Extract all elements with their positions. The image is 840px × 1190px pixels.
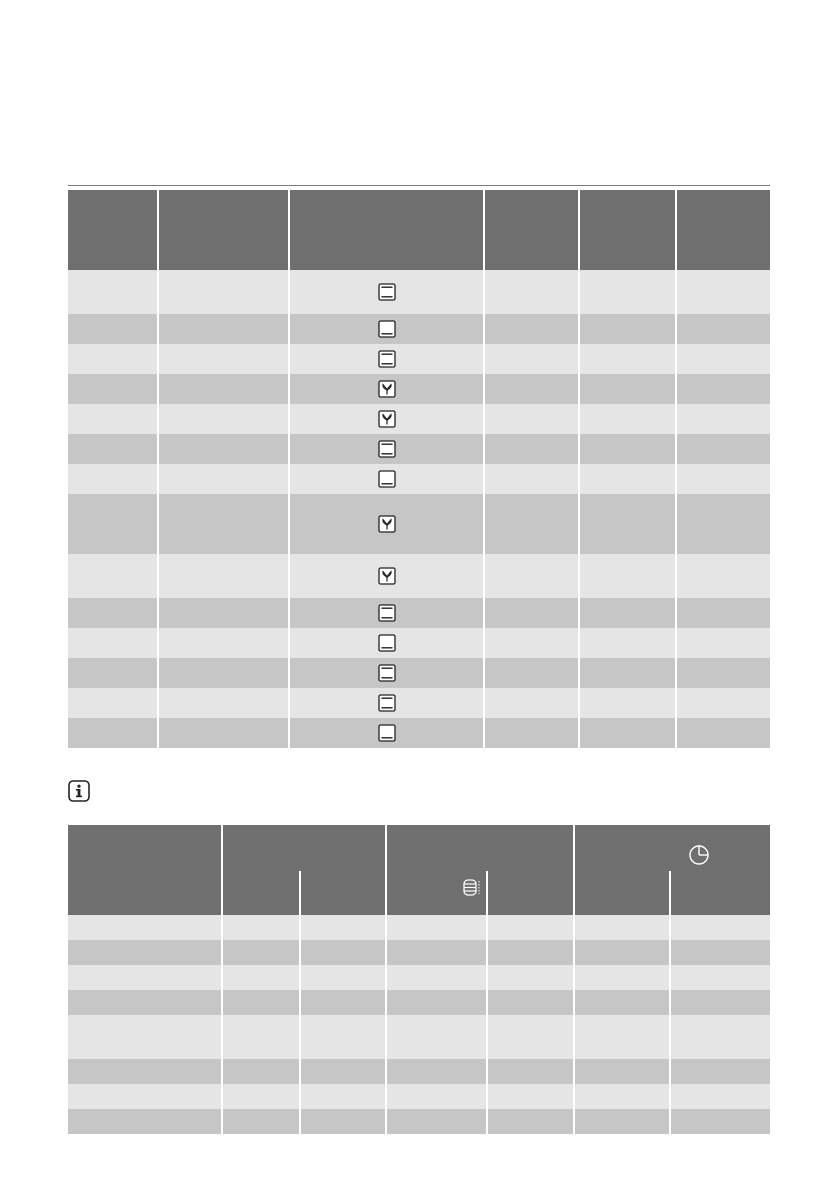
table-cell <box>386 990 487 1015</box>
table-cell <box>158 494 289 554</box>
table-cell <box>579 314 676 344</box>
table-cell <box>484 270 579 314</box>
table-row <box>68 1015 770 1059</box>
table-cell <box>222 990 300 1015</box>
table-cell <box>574 990 670 1015</box>
table-cell <box>222 1015 300 1059</box>
top-bottom-heat-icon <box>378 664 396 682</box>
table-cell <box>579 628 676 658</box>
table-cell <box>68 314 158 344</box>
table-cell <box>386 965 487 990</box>
info-icon <box>68 780 90 802</box>
table-cell <box>676 688 770 718</box>
table-cell <box>222 940 300 965</box>
table-cell <box>68 404 158 434</box>
table-cell <box>484 688 579 718</box>
table-cell <box>289 464 484 494</box>
table-cell <box>289 374 484 404</box>
table-cell <box>68 464 158 494</box>
table-cell <box>289 628 484 658</box>
table-cell <box>579 718 676 748</box>
fan-heat-icon <box>378 567 396 585</box>
top-bottom-heat-icon <box>378 694 396 712</box>
table-cell <box>158 270 289 314</box>
header-cell <box>487 871 574 915</box>
table-cell <box>574 940 670 965</box>
table-cell <box>676 464 770 494</box>
table-row <box>68 628 770 658</box>
table-cell <box>676 434 770 464</box>
table-cell <box>676 658 770 688</box>
fan-heat-icon <box>378 410 396 428</box>
table-cell <box>68 374 158 404</box>
table-cell <box>158 554 289 598</box>
cooking-table <box>68 190 770 748</box>
table-cell <box>484 554 579 598</box>
table-cell <box>289 270 484 314</box>
table-cell <box>574 1084 670 1109</box>
table-cell <box>574 1015 670 1059</box>
table-cell <box>676 628 770 658</box>
table-cell <box>158 374 289 404</box>
table-cell <box>670 1059 770 1084</box>
table-cell <box>484 374 579 404</box>
table-cell <box>68 554 158 598</box>
shelf-level-icon <box>462 877 482 902</box>
top-bottom-heat-icon <box>378 440 396 458</box>
table-row <box>68 965 770 990</box>
header-cell <box>68 825 222 915</box>
table-cell <box>487 915 574 940</box>
table-cell <box>300 915 386 940</box>
bottom-heat-icon <box>378 724 396 742</box>
table-cell <box>222 1109 300 1134</box>
fan-heat-icon <box>378 380 396 398</box>
table-cell <box>300 1109 386 1134</box>
top-rule <box>68 185 770 186</box>
table-row <box>68 270 770 314</box>
table-row <box>68 1059 770 1084</box>
table-cell <box>676 404 770 434</box>
table-cell <box>222 1059 300 1084</box>
table-row <box>68 404 770 434</box>
table-cell <box>68 940 222 965</box>
table-cell <box>289 434 484 464</box>
table-cell <box>68 494 158 554</box>
table-cell <box>670 940 770 965</box>
table-row <box>68 598 770 628</box>
header-cell <box>670 871 770 915</box>
fan-heat-icon <box>378 515 396 533</box>
table-cell <box>386 940 487 965</box>
table-cell <box>158 598 289 628</box>
table-cell <box>300 965 386 990</box>
table-row <box>68 658 770 688</box>
table-cell <box>670 915 770 940</box>
table-cell <box>158 628 289 658</box>
table-cell <box>289 658 484 688</box>
table-cell <box>289 344 484 374</box>
table-cell <box>222 915 300 940</box>
header-cell <box>158 190 289 270</box>
table-cell <box>676 344 770 374</box>
table-cell <box>579 374 676 404</box>
table-cell <box>574 1059 670 1084</box>
table-row <box>68 688 770 718</box>
table-cell <box>386 1015 487 1059</box>
table-cell <box>68 1084 222 1109</box>
table-cell <box>158 658 289 688</box>
table-row <box>68 554 770 598</box>
table-cell <box>158 314 289 344</box>
header-cell <box>300 871 386 915</box>
table-cell <box>158 434 289 464</box>
table-cell <box>289 598 484 628</box>
table-row <box>68 374 770 404</box>
table-cell <box>68 270 158 314</box>
top-bottom-heat-icon <box>378 604 396 622</box>
header-cell <box>222 871 300 915</box>
table-cell <box>68 1015 222 1059</box>
table-cell <box>487 940 574 965</box>
table-cell <box>574 965 670 990</box>
table-header-row <box>68 190 770 270</box>
table-cell <box>487 1084 574 1109</box>
top-bottom-heat-icon <box>378 283 396 301</box>
table-cell <box>68 434 158 464</box>
table-cell <box>386 915 487 940</box>
table-cell <box>579 658 676 688</box>
table-cell <box>484 598 579 628</box>
table-header-row <box>68 825 770 871</box>
table-cell <box>676 718 770 748</box>
table-cell <box>68 344 158 374</box>
header-cell <box>386 825 574 871</box>
table-cell <box>158 404 289 434</box>
table-cell <box>574 1109 670 1134</box>
table-cell <box>670 1084 770 1109</box>
table-cell <box>676 270 770 314</box>
table-row <box>68 1109 770 1134</box>
table-cell <box>222 965 300 990</box>
table-row <box>68 915 770 940</box>
table-cell <box>670 1109 770 1134</box>
table-cell <box>670 990 770 1015</box>
table-cell <box>68 598 158 628</box>
table-cell <box>289 314 484 344</box>
table-cell <box>158 688 289 718</box>
table-cell <box>579 344 676 374</box>
header-cell <box>574 825 770 871</box>
table-cell <box>484 434 579 464</box>
table-cell <box>579 554 676 598</box>
table-cell <box>487 1109 574 1134</box>
table-cell <box>386 1084 487 1109</box>
table-cell <box>222 1084 300 1109</box>
table-cell <box>487 990 574 1015</box>
table-cell <box>68 628 158 658</box>
table-cell <box>68 965 222 990</box>
table-cell <box>68 1059 222 1084</box>
table-cell <box>579 404 676 434</box>
table-cell <box>289 688 484 718</box>
table-cell <box>579 688 676 718</box>
header-cell <box>484 190 579 270</box>
table-cell <box>676 554 770 598</box>
table-cell <box>484 314 579 344</box>
table-cell <box>487 1015 574 1059</box>
table-cell <box>579 270 676 314</box>
header-cell <box>574 871 670 915</box>
table-cell <box>676 314 770 344</box>
table-cell <box>68 658 158 688</box>
table-row <box>68 940 770 965</box>
table-cell <box>300 1084 386 1109</box>
table-row <box>68 1084 770 1109</box>
table-cell <box>676 374 770 404</box>
table-row <box>68 990 770 1015</box>
table-row <box>68 718 770 748</box>
table-cell <box>386 1109 487 1134</box>
table-cell <box>579 494 676 554</box>
table-cell <box>484 464 579 494</box>
table-cell <box>158 344 289 374</box>
table-row <box>68 494 770 554</box>
table-cell <box>670 965 770 990</box>
table-cell <box>574 915 670 940</box>
table-cell <box>68 915 222 940</box>
bottom-heat-icon <box>378 320 396 338</box>
table-cell <box>289 404 484 434</box>
table-cell <box>676 494 770 554</box>
table-cell <box>484 628 579 658</box>
table-cell <box>289 718 484 748</box>
header-cell <box>579 190 676 270</box>
table-cell <box>579 434 676 464</box>
table-cell <box>68 718 158 748</box>
table-cell <box>300 1015 386 1059</box>
table-row <box>68 434 770 464</box>
table-cell <box>487 965 574 990</box>
header-cell <box>68 190 158 270</box>
table-cell <box>68 990 222 1015</box>
table-row <box>68 314 770 344</box>
bottom-heat-icon <box>378 634 396 652</box>
table-row <box>68 344 770 374</box>
timer-icon <box>688 844 710 871</box>
table-cell <box>670 1015 770 1059</box>
table-cell <box>158 464 289 494</box>
table-cell <box>158 718 289 748</box>
bottom-heat-icon <box>378 470 396 488</box>
table-cell <box>300 990 386 1015</box>
table-cell <box>484 658 579 688</box>
table-cell <box>484 494 579 554</box>
table-cell <box>484 718 579 748</box>
header-cell <box>676 190 770 270</box>
header-cell <box>289 190 484 270</box>
header-cell <box>386 871 487 915</box>
table-cell <box>487 1059 574 1084</box>
header-cell <box>222 825 386 871</box>
table-cell <box>386 1059 487 1084</box>
table-cell <box>484 344 579 374</box>
table-cell <box>300 940 386 965</box>
table-cell <box>289 494 484 554</box>
table-cell <box>484 404 579 434</box>
table-row <box>68 464 770 494</box>
table-cell <box>289 554 484 598</box>
table-cell <box>68 688 158 718</box>
table-cell <box>579 598 676 628</box>
table-cell <box>579 464 676 494</box>
table-cell <box>676 598 770 628</box>
table-cell <box>68 1109 222 1134</box>
top-bottom-heat-icon <box>378 350 396 368</box>
table-cell <box>300 1059 386 1084</box>
settings-table <box>68 825 770 1134</box>
